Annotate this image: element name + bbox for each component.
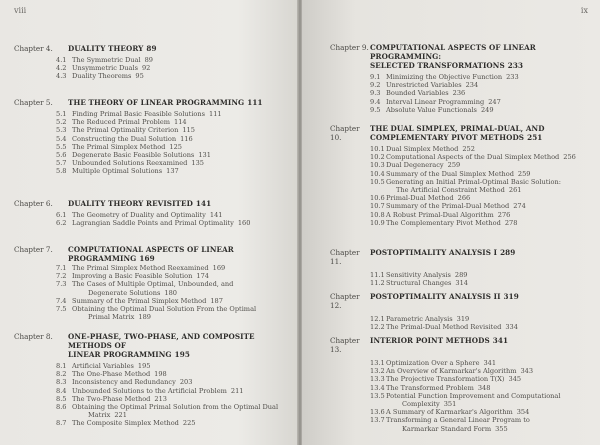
toc-entry: 9.4 Interval Linear Programming 247 — [370, 97, 501, 106]
toc-entry: 7.1 The Primal Simplex Method Reexamined 169 — [56, 264, 226, 272]
chapter-label: Chapter 6. — [14, 199, 53, 208]
toc-entry: 4.2 Unsymmetric Duals 92 — [56, 64, 151, 73]
toc-entry: 8.3 Inconsistency and Redundancy 203 — [56, 378, 193, 387]
toc-entry: 5.5 The Primal Simplex Method 125 — [56, 142, 182, 151]
toc-entry: 4.1 The Symmetric Dual 89 — [56, 56, 153, 64]
chapter-8 — [0, 332, 298, 428]
toc-entry: 7.4 Summary of the Primal Simplex Method 187 — [56, 296, 223, 305]
toc-entry: 10.8 A Robust Primal-Dual Algorithm 276 — [370, 210, 511, 219]
chapter-5 — [0, 98, 298, 176]
chapter-label: Chapter 7. — [14, 245, 53, 254]
chapter-9 — [302, 43, 600, 114]
toc-entry: 9.5 Absolute Value Functionals 249 — [370, 105, 494, 114]
toc-entry: 7.3 The Cases of Multiple Optimal, Unbounded, and Degenerate Solutions 180 — [56, 280, 234, 297]
toc-entry: 6.2 Lagrangian Saddle Points and Primal Optimality 160 — [56, 219, 251, 228]
toc-entry: 8.7 The Composite Simplex Method 225 — [56, 419, 196, 428]
toc-entry: 13.5 Potential Function Improvement and Computational Complexity 351 — [370, 391, 561, 409]
toc-entry: 10.3 Dual Degeneracy 259 — [370, 161, 461, 170]
toc-entry: 13.3 The Projective Transformation T(X) 345 — [370, 375, 522, 384]
right-page — [302, 0, 600, 445]
chapter-title: DUALITY THEORY REVISITED 141 — [68, 199, 212, 208]
toc-entry: 13.4 The Transformed Problem 348 — [370, 383, 491, 392]
toc-entry: 9.3 Bounded Variables 236 — [370, 89, 466, 98]
chapter-11 — [302, 248, 600, 287]
toc-entry: 10.1 Dual Simplex Method 252 — [370, 145, 475, 153]
toc-entry: 5.8 Multiple Optimal Solutions 137 — [56, 167, 179, 176]
toc-entry: 12.2 The Primal-Dual Method Revisited 334 — [370, 323, 518, 332]
toc-entry: 10.7 Summary of the Primal-Dual Method 274 — [370, 202, 526, 211]
toc-entry: 10.5 Generating an Initial Primal-Optimal Basic Solution: The Artificial Constraint Method 261 — [370, 177, 561, 195]
toc-entry: 7.5 Obtaining the Optimal Dual Solution From the Optimal Primal Matrix 189 — [56, 305, 257, 322]
chapter-title: THE DUAL SIMPLEX, PRIMAL-DUAL, AND COMPLEMENTARY PIVOT METHODS 251 — [370, 124, 545, 142]
chapter-title: POSTOPTIMALITY ANALYSIS I 289 — [370, 248, 516, 257]
toc-entry: 10.4 Summary of the Dual Simplex Method 259 — [370, 169, 531, 178]
chapter-10 — [302, 124, 600, 227]
toc-entry: 4.3 Duality Theorems 95 — [56, 72, 144, 81]
chapter-label: Chapter 8. — [14, 332, 53, 341]
chapter-label: Chapter 9. — [330, 43, 369, 52]
toc-entry: 5.3 The Primal Optimality Criterion 115 — [56, 126, 195, 135]
toc-entry: 6.1 The Geometry of Duality and Optimality 141 — [56, 211, 223, 219]
chapter-13 — [302, 336, 600, 433]
toc-entry: 5.7 Unbounded Solutions Reexamined 135 — [56, 159, 204, 168]
toc-entry: 11.1 Sensitivity Analysis 289 — [370, 271, 468, 279]
chapter-label: Chapter 4. — [14, 44, 53, 53]
toc-entry: 10.2 Computational Aspects of the Dual Simplex Method 256 — [370, 153, 576, 162]
chapter-title: COMPUTATIONAL ASPECTS OF LINEAR PROGRAMMING 169 — [68, 245, 234, 263]
toc-entry: 8.2 The One-Phase Method 198 — [56, 370, 167, 379]
chapter-title: DUALITY THEORY 89 — [68, 44, 157, 53]
toc-entry: 9.2 Unrestricted Variables 234 — [370, 81, 479, 90]
toc-entry: 5.4 Constructing the Dual Solution 116 — [56, 134, 193, 143]
toc-entry: 13.7 Transforming a General Linear Program to Karmarkar Standard Form 355 — [370, 416, 530, 433]
chapter-12 — [302, 292, 600, 331]
chapter-7 — [0, 245, 298, 321]
toc-entry: 8.4 Unbounded Solutions to the Artificial Problem 211 — [56, 386, 244, 395]
page-folio-left: viii — [14, 6, 27, 15]
chapter-label: Chapter 12. — [330, 292, 360, 310]
toc-entry: 10.9 The Complementary Pivot Method 278 — [370, 218, 518, 227]
chapter-title: POSTOPTIMALITY ANALYSIS II 319 — [370, 292, 519, 301]
chapter-4 — [0, 44, 298, 81]
toc-entry: 11.2 Structural Changes 314 — [370, 279, 469, 288]
toc-entry: 13.2 An Overview of Karmarkar's Algorithm 343 — [370, 367, 534, 376]
chapter-label: Chapter 5. — [14, 98, 53, 107]
toc-entry: 5.1 Finding Primal Basic Feasible Solutions 111 — [56, 110, 222, 118]
toc-entry: 10.6 Primal-Dual Method 266 — [370, 194, 471, 203]
toc-entry: 5.2 The Reduced Primal Problem 114 — [56, 118, 187, 127]
toc-entry: 13.1 Optimization Over a Sphere 341 — [370, 359, 497, 367]
chapter-label: Chapter 10. — [330, 124, 360, 142]
toc-entry: 13.6 A Summary of Karmarkar's Algorithm 354 — [370, 408, 530, 417]
chapter-label: Chapter 13. — [330, 336, 360, 354]
toc-entry: 7.2 Improving a Basic Feasible Solution 174 — [56, 272, 209, 281]
toc-entry: 9.1 Minimizing the Objective Function 233 — [370, 73, 519, 81]
toc-entry: 8.6 Obtaining the Optimal Primal Solution from the Optimal Dual Matrix 221 — [56, 403, 279, 420]
left-page — [0, 0, 298, 445]
chapter-title: INTERIOR POINT METHODS 341 — [370, 336, 509, 345]
chapter-title: ONE-PHASE, TWO-PHASE, AND COMPOSITE METHODS OF LINEAR PROGRAMMING 195 — [68, 332, 255, 359]
toc-entry: 12.1 Parametric Analysis 319 — [370, 315, 470, 323]
toc-entry: 8.5 The Two-Phase Method 213 — [56, 394, 167, 403]
chapter-title: COMPUTATIONAL ASPECTS OF LINEAR PROGRAMMING: SELECTED TRANSFORMATIONS 233 — [370, 43, 536, 70]
toc-entry: 5.6 Degenerate Basic Feasible Solutions 131 — [56, 151, 211, 160]
toc-entry: 8.1 Artificial Variables 195 — [56, 362, 151, 370]
chapter-6 — [0, 199, 298, 227]
chapter-title: THE THEORY OF LINEAR PROGRAMMING 111 — [68, 98, 263, 107]
chapter-label: Chapter 11. — [330, 248, 360, 266]
page-folio-right: ix — [580, 6, 588, 15]
